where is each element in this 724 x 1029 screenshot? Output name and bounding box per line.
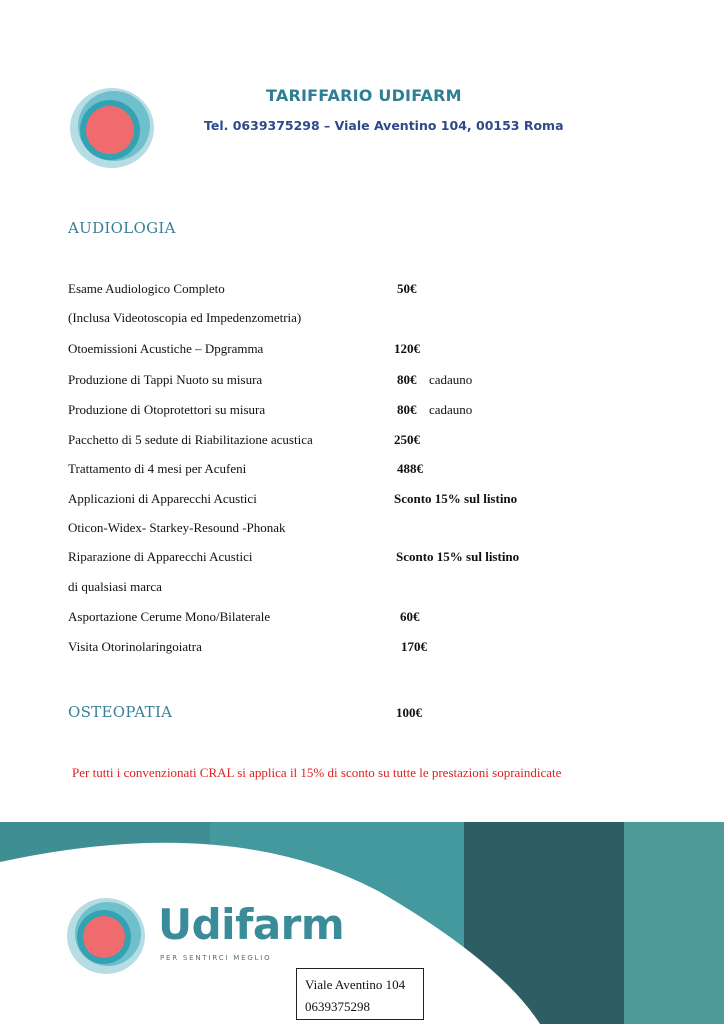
section-heading-osteopatia: OSTEOPATIA: [68, 703, 173, 721]
row-price: 488€: [397, 461, 423, 476]
row-price: 60€: [400, 609, 420, 624]
row-label: Applicazioni di Apparecchi Acustici: [68, 491, 257, 506]
row-price: 50€: [397, 281, 417, 296]
section-heading-audiologia: AUDIOLOGIA: [68, 219, 176, 237]
address-box: [296, 968, 424, 1020]
header-logo-icon: [68, 86, 158, 172]
row-label: Esame Audiologico Completo: [68, 281, 225, 296]
row-price: 170€: [401, 639, 427, 654]
row-label: Riparazione di Apparecchi Acustici: [68, 549, 253, 564]
osteopatia-price: 100€: [396, 705, 422, 720]
row-price: Sconto 15% sul listino: [396, 549, 520, 564]
address-phone: 0639375298: [305, 999, 370, 1014]
row-label: Trattamento di 4 mesi per Acufeni: [68, 461, 247, 476]
brand-name: Udifarm: [158, 900, 345, 949]
page-title: TARIFFARIO UDIFARM: [266, 86, 462, 105]
row-price: 80€: [397, 402, 417, 417]
row-label: Oticon-Widex- Starkey-Resound -Phonak: [68, 520, 286, 535]
brand-tagline: PER SENTIRCI MEGLIO: [160, 954, 272, 962]
row-label: Produzione di Tappi Nuoto su misura: [68, 372, 263, 387]
row-label: Otoemissioni Acustiche – Dpgramma: [68, 341, 264, 356]
header-contact: Tel. 0639375298 – Viale Aventino 104, 00153 Roma: [204, 118, 564, 133]
row-label: Asportazione Cerume Mono/Bilaterale: [68, 609, 271, 624]
footer-logo-icon: [66, 896, 148, 976]
row-label: (Inclusa Videotoscopia ed Impedenzometria): [68, 310, 302, 325]
row-label: Pacchetto di 5 sedute di Riabilitazione acustica: [68, 432, 313, 447]
row-price: Sconto 15% sul listino: [394, 491, 518, 506]
row-label: Visita Otorinolaringoiatra: [68, 639, 202, 654]
row-price: 80€: [397, 372, 417, 387]
row-unit: cadauno: [429, 372, 473, 387]
address-street: Viale Aventino 104: [305, 977, 406, 992]
cral-discount-note: Per tutti i convenzionati CRAL si applica il 15% di sconto su tutte le prestazioni sopraindicate: [72, 765, 562, 780]
row-label: Produzione di Otoprotettori su misura: [68, 402, 266, 417]
row-label: di qualsiasi marca: [68, 579, 162, 594]
row-price: 250€: [394, 432, 420, 447]
row-price: 120€: [394, 341, 420, 356]
row-unit: cadauno: [429, 402, 473, 417]
